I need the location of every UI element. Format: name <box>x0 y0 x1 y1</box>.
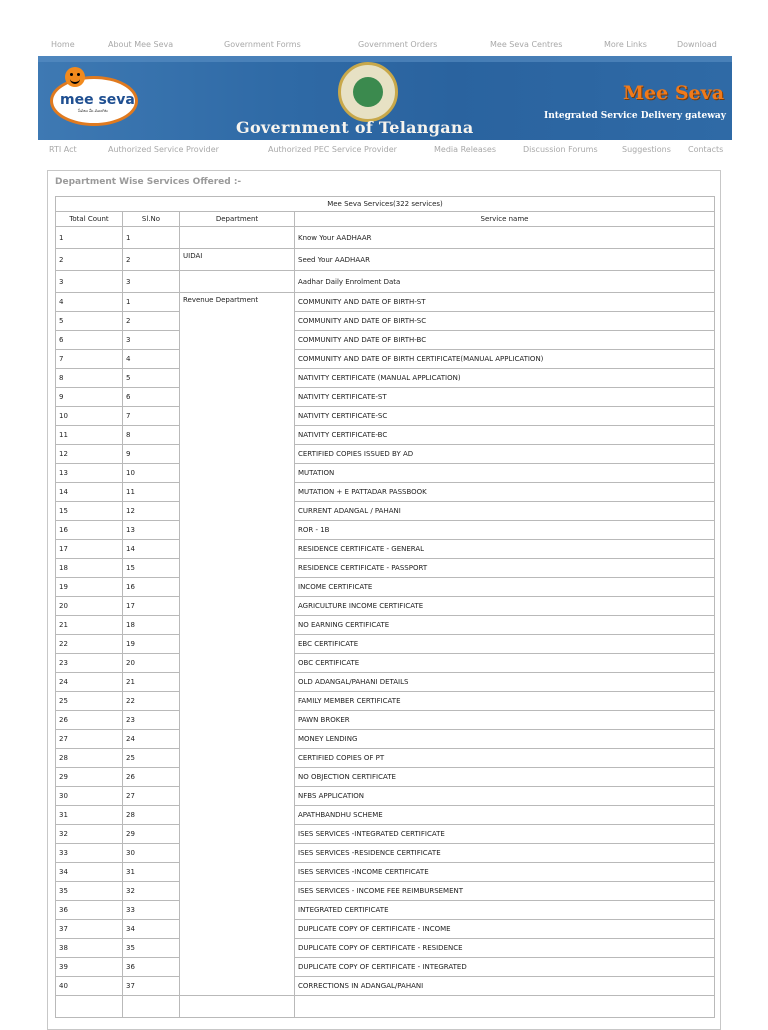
table-row <box>56 749 715 768</box>
service-name-cell: RESIDENCE CERTIFICATE - GENERAL <box>295 540 715 559</box>
table-row <box>56 521 715 540</box>
services-panel <box>47 170 721 1030</box>
department-cell <box>180 271 295 293</box>
sl-no-cell: 2 <box>123 312 180 331</box>
service-name-cell: OLD ADANGAL/PAHANI DETAILS <box>295 673 715 692</box>
sl-no-cell: 1 <box>123 293 180 312</box>
table-row <box>56 227 715 249</box>
sl-no-cell: 4 <box>123 350 180 369</box>
service-name-cell: Know Your AADHAAR <box>295 227 715 249</box>
sl-no-cell: 34 <box>123 920 180 939</box>
header-total-count: Total Count <box>56 212 123 227</box>
table-row <box>56 844 715 863</box>
total-count-cell: 38 <box>56 939 123 958</box>
service-name-cell: MUTATION + E PATTADAR PASSBOOK <box>295 483 715 502</box>
services-table <box>55 196 715 1018</box>
sl-no-cell: 25 <box>123 749 180 768</box>
service-name-cell: FAMILY MEMBER CERTIFICATE <box>295 692 715 711</box>
service-name-cell: ISES SERVICES -INTEGRATED CERTIFICATE <box>295 825 715 844</box>
sl-no-cell: 6 <box>123 388 180 407</box>
service-name-cell: DUPLICATE COPY OF CERTIFICATE - INTEGRATED <box>295 958 715 977</box>
total-count-cell: 16 <box>56 521 123 540</box>
sl-no-cell: 15 <box>123 559 180 578</box>
total-count-cell: 36 <box>56 901 123 920</box>
service-name-cell: NATIVITY CERTIFICATE-ST <box>295 388 715 407</box>
total-count-cell: 6 <box>56 331 123 350</box>
service-name-cell: DUPLICATE COPY OF CERTIFICATE - INCOME <box>295 920 715 939</box>
nav-authorized-service-provider-link[interactable]: Authorized Service Provider <box>108 145 219 154</box>
table-row <box>56 597 715 616</box>
sl-no-cell: 35 <box>123 939 180 958</box>
table-row <box>56 863 715 882</box>
service-name-cell: COMMUNITY AND DATE OF BIRTH CERTIFICATE(MANUAL APPLICATION) <box>295 350 715 369</box>
table-row <box>56 977 715 996</box>
table-row <box>56 407 715 426</box>
sl-no-cell: 19 <box>123 635 180 654</box>
total-count-cell: 39 <box>56 958 123 977</box>
service-name-cell: NO OBJECTION CERTIFICATE <box>295 768 715 787</box>
table-row <box>56 882 715 901</box>
total-count-cell: 7 <box>56 350 123 369</box>
smiley-icon <box>65 67 85 87</box>
total-count-cell: 28 <box>56 749 123 768</box>
total-count-cell <box>56 996 123 1018</box>
sl-no-cell: 11 <box>123 483 180 502</box>
sl-no-cell: 13 <box>123 521 180 540</box>
sl-no-cell: 30 <box>123 844 180 863</box>
table-row <box>56 768 715 787</box>
sl-no-cell: 37 <box>123 977 180 996</box>
sl-no-cell: 9 <box>123 445 180 464</box>
total-count-cell: 18 <box>56 559 123 578</box>
service-name-cell: CERTIFIED COPIES ISSUED BY AD <box>295 445 715 464</box>
service-name-cell: CERTIFIED COPIES OF PT <box>295 749 715 768</box>
service-name-cell: NATIVITY CERTIFICATE-SC <box>295 407 715 426</box>
sl-no-cell: 8 <box>123 426 180 445</box>
service-name-cell: Seed Your AADHAAR <box>295 249 715 271</box>
total-count-cell: 4 <box>56 293 123 312</box>
service-name-cell: ISES SERVICES -RESIDENCE CERTIFICATE <box>295 844 715 863</box>
table-row <box>56 350 715 369</box>
total-count-cell: 13 <box>56 464 123 483</box>
service-name-cell: NO EARNING CERTIFICATE <box>295 616 715 635</box>
table-row <box>56 483 715 502</box>
total-count-cell: 32 <box>56 825 123 844</box>
total-count-cell: 26 <box>56 711 123 730</box>
total-count-cell: 10 <box>56 407 123 426</box>
service-name-cell: COMMUNITY AND DATE OF BIRTH-ST <box>295 293 715 312</box>
sl-no-cell: 23 <box>123 711 180 730</box>
sl-no-cell: 33 <box>123 901 180 920</box>
total-count-cell: 1 <box>56 227 123 249</box>
sl-no-cell: 20 <box>123 654 180 673</box>
sl-no-cell: 28 <box>123 806 180 825</box>
banner-stripe <box>38 56 732 62</box>
nav-centres-link[interactable]: Mee Seva Centres <box>490 40 563 49</box>
sl-no-cell: 27 <box>123 787 180 806</box>
sl-no-cell: 31 <box>123 863 180 882</box>
top-navigation <box>38 40 732 52</box>
sl-no-cell: 26 <box>123 768 180 787</box>
sl-no-cell: 1 <box>123 227 180 249</box>
total-count-cell: 25 <box>56 692 123 711</box>
service-name-cell: OBC CERTIFICATE <box>295 654 715 673</box>
table-row <box>56 540 715 559</box>
total-count-cell: 17 <box>56 540 123 559</box>
department-cell: UIDAI <box>180 249 295 271</box>
nav-download-link[interactable]: Download <box>677 40 717 49</box>
table-row <box>56 331 715 350</box>
service-name-cell: INCOME CERTIFICATE <box>295 578 715 597</box>
logo-text: mee seva <box>60 92 135 108</box>
total-count-cell: 33 <box>56 844 123 863</box>
table-caption: Mee Seva Services(322 services) <box>56 197 715 212</box>
service-name-cell: RESIDENCE CERTIFICATE - PASSPORT <box>295 559 715 578</box>
total-count-cell: 19 <box>56 578 123 597</box>
department-cell: Revenue Department <box>180 293 295 996</box>
total-count-cell: 24 <box>56 673 123 692</box>
nav-discussion-forums-link[interactable]: Discussion Forums <box>523 145 598 154</box>
sl-no-cell: 2 <box>123 249 180 271</box>
nav-government-forms-link[interactable]: Government Forms <box>224 40 301 49</box>
service-name-cell: MONEY LENDING <box>295 730 715 749</box>
sl-no-cell: 29 <box>123 825 180 844</box>
sl-no-cell: 32 <box>123 882 180 901</box>
service-name-cell: CORRECTIONS IN ADANGAL/PAHANI <box>295 977 715 996</box>
sl-no-cell: 22 <box>123 692 180 711</box>
service-name-cell: ISES SERVICES -INCOME CERTIFICATE <box>295 863 715 882</box>
table-row <box>56 388 715 407</box>
table-row <box>56 806 715 825</box>
sl-no-cell: 5 <box>123 369 180 388</box>
service-name-cell: APATHBANDHU SCHEME <box>295 806 715 825</box>
secondary-navigation <box>38 145 732 157</box>
header-department: Department <box>180 212 295 227</box>
service-name-cell: Aadhar Daily Enrolment Data <box>295 271 715 293</box>
table-row <box>56 249 715 271</box>
sl-no-cell: 21 <box>123 673 180 692</box>
sl-no-cell: 36 <box>123 958 180 977</box>
table-row <box>56 445 715 464</box>
table-row <box>56 293 715 312</box>
table-row <box>56 271 715 293</box>
nav-home-link[interactable]: Home <box>51 40 75 49</box>
total-count-cell: 20 <box>56 597 123 616</box>
total-count-cell: 12 <box>56 445 123 464</box>
service-name-cell: ISES SERVICES - INCOME FEE REIMBURSEMENT <box>295 882 715 901</box>
table-row <box>56 559 715 578</box>
nav-suggestions-link[interactable]: Suggestions <box>622 145 671 154</box>
header-sl-no: Sl.No <box>123 212 180 227</box>
service-name-cell: COMMUNITY AND DATE OF BIRTH-BC <box>295 331 715 350</box>
service-name-cell: NATIVITY CERTIFICATE-BC <box>295 426 715 445</box>
state-emblem-icon <box>338 62 398 122</box>
table-row <box>56 426 715 445</box>
brand-name: Mee Seva <box>623 82 724 104</box>
table-row <box>56 369 715 388</box>
total-count-cell: 11 <box>56 426 123 445</box>
nav-authorized-pec-provider-link[interactable]: Authorized PEC Service Provider <box>268 145 397 154</box>
sl-no-cell: 12 <box>123 502 180 521</box>
table-row <box>56 825 715 844</box>
sl-no-cell: 24 <box>123 730 180 749</box>
total-count-cell: 21 <box>56 616 123 635</box>
table-row <box>56 654 715 673</box>
service-name-cell: ROR - 1B <box>295 521 715 540</box>
nav-government-orders-link[interactable]: Government Orders <box>358 40 438 49</box>
total-count-cell: 40 <box>56 977 123 996</box>
total-count-cell: 22 <box>56 635 123 654</box>
total-count-cell: 2 <box>56 249 123 271</box>
table-row <box>56 502 715 521</box>
table-row <box>56 711 715 730</box>
total-count-cell: 3 <box>56 271 123 293</box>
total-count-cell: 8 <box>56 369 123 388</box>
sl-no-cell: 17 <box>123 597 180 616</box>
banner-title: Government of Telangana <box>236 118 474 137</box>
nav-contacts-link[interactable]: Contacts <box>688 145 724 154</box>
table-row <box>56 730 715 749</box>
table-row <box>56 578 715 597</box>
total-count-cell: 29 <box>56 768 123 787</box>
total-count-cell: 15 <box>56 502 123 521</box>
total-count-cell: 35 <box>56 882 123 901</box>
department-cell <box>180 996 295 1018</box>
service-name-cell: NATIVITY CERTIFICATE (MANUAL APPLICATION) <box>295 369 715 388</box>
department-cell <box>180 227 295 249</box>
total-count-cell: 37 <box>56 920 123 939</box>
total-count-cell: 34 <box>56 863 123 882</box>
service-name-cell: PAWN BROKER <box>295 711 715 730</box>
table-row <box>56 464 715 483</box>
total-count-cell: 23 <box>56 654 123 673</box>
sl-no-cell: 14 <box>123 540 180 559</box>
total-count-cell: 31 <box>56 806 123 825</box>
sl-no-cell <box>123 996 180 1018</box>
header-banner <box>38 56 732 140</box>
service-name-cell: INTEGRATED CERTIFICATE <box>295 901 715 920</box>
table-row <box>56 616 715 635</box>
total-count-cell: 9 <box>56 388 123 407</box>
table-row <box>56 901 715 920</box>
sl-no-cell: 10 <box>123 464 180 483</box>
nav-about-link[interactable]: About Mee Seva <box>108 40 174 49</box>
total-count-cell: 14 <box>56 483 123 502</box>
service-name-cell <box>295 996 715 1018</box>
sl-no-cell: 18 <box>123 616 180 635</box>
table-row <box>56 312 715 331</box>
service-name-cell: EBC CERTIFICATE <box>295 635 715 654</box>
table-header-row <box>56 212 715 227</box>
emblem-center <box>353 77 383 107</box>
table-caption-row <box>56 197 715 212</box>
table-row <box>56 939 715 958</box>
table-row <box>56 673 715 692</box>
service-name-cell: DUPLICATE COPY OF CERTIFICATE - RESIDENCE <box>295 939 715 958</box>
table-row <box>56 692 715 711</box>
total-count-cell: 27 <box>56 730 123 749</box>
service-name-cell: CURRENT ADANGAL / PAHANI <box>295 502 715 521</box>
service-name-cell: COMMUNITY AND DATE OF BIRTH-SC <box>295 312 715 331</box>
nav-more-links-link[interactable]: More Links <box>604 40 647 49</box>
table-row <box>56 635 715 654</box>
brand-tagline: Integrated Service Delivery gateway <box>543 111 726 121</box>
logo-tagline: సేవలు మీ ముంగిట <box>78 108 108 113</box>
sl-no-cell: 3 <box>123 271 180 293</box>
table-row <box>56 958 715 977</box>
table-row <box>56 787 715 806</box>
nav-rti-act-link[interactable]: RTI Act <box>49 145 77 154</box>
sl-no-cell: 3 <box>123 331 180 350</box>
header-service-name: Service name <box>295 212 715 227</box>
service-name-cell: MUTATION <box>295 464 715 483</box>
section-title: Department Wise Services Offered :- <box>55 177 242 187</box>
table-row <box>56 996 715 1018</box>
service-name-cell: AGRICULTURE INCOME CERTIFICATE <box>295 597 715 616</box>
sl-no-cell: 16 <box>123 578 180 597</box>
service-name-cell: NFBS APPLICATION <box>295 787 715 806</box>
table-row <box>56 920 715 939</box>
sl-no-cell: 7 <box>123 407 180 426</box>
total-count-cell: 30 <box>56 787 123 806</box>
total-count-cell: 5 <box>56 312 123 331</box>
nav-media-releases-link[interactable]: Media Releases <box>434 145 496 154</box>
